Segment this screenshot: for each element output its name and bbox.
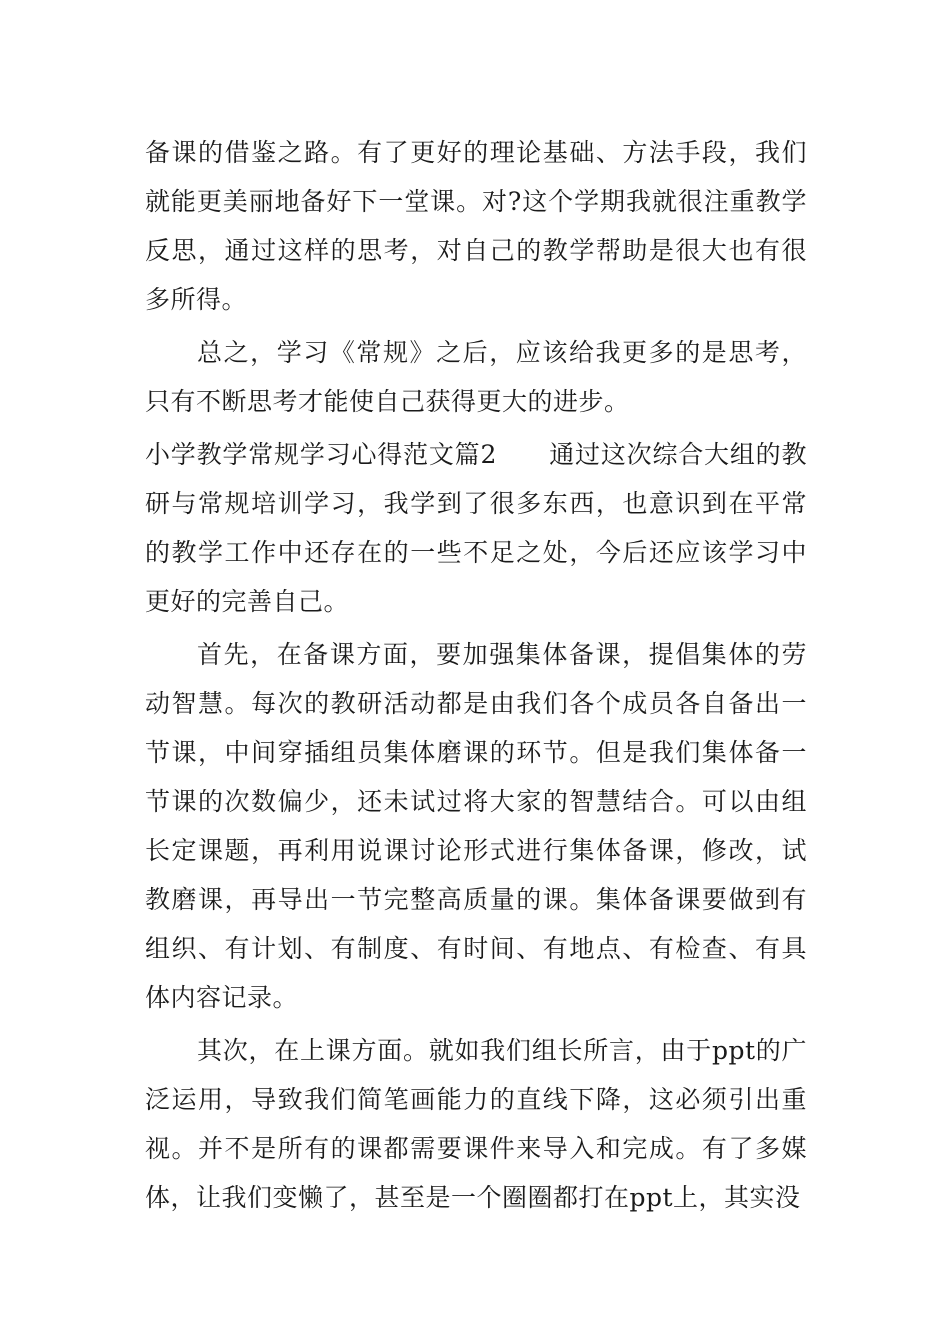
section-2-title: 小学教学常规学习心得范文篇2 [145,440,497,469]
paragraph-1: 备课的借鉴之路。有了更好的理论基础、方法手段，我们就能更美丽地备好下一堂课。对?这个学期我就很注重教学反思，通过这样的思考，对自己的教学帮助是很大也有很多所得。 [145,138,807,314]
document-body [145,128,807,1226]
section-2-intro [145,430,807,626]
section-2-intro-text: 通过这次综合大组的教研与常规培训学习，我学到了很多东西，也意识到在平常的教学工作中还存在的一些不足之处，今后还应该学习中更好的完善自己。 [145,440,807,616]
paragraph-5: 其次，在上课方面。就如我们组长所言，由于ppt的广泛运用，导致我们简笔画能力的直线下降，这必须引出重视。并不是所有的课都需要课件来导入和完成。有了多媒体，让我们变懒了，甚至是一个圈圈都打在ppt上，其实没 [145,1036,807,1212]
paragraph-2: 总之，学习《常规》之后，应该给我更多的是思考，只有不断思考才能使自己获得更大的进步。 [145,338,807,416]
paragraph-4: 首先，在备课方面，要加强集体备课，提倡集体的劳动智慧。每次的教研活动都是由我们各个成员各自备出一节课，中间穿插组员集体磨课的环节。但是我们集体备一节课的次数偏少，还未试过将大家的智慧结合。可以由组长定课题，再利用说课讨论形式进行集体备课，修改，试教磨课，再导出一节完整高质量的课。集体备课要做到有组织、有计划、有制度、有时间、有地点、有检查、有具体内容记录。 [145,640,807,1012]
